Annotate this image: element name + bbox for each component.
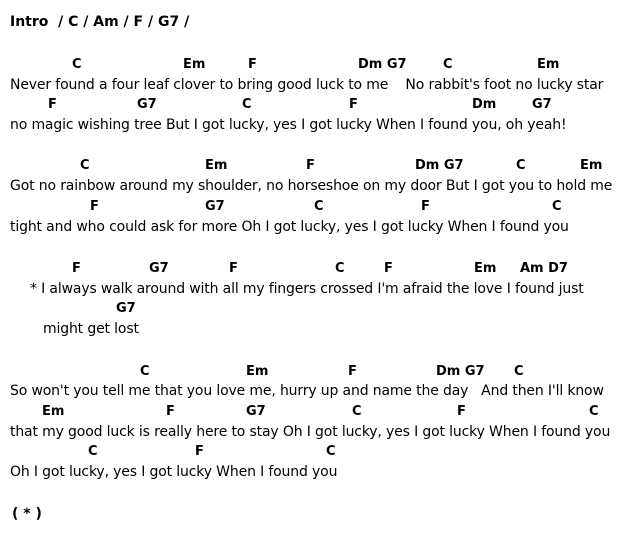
- chord-label: F: [457, 404, 466, 419]
- lyric-line: Never found a four leaf clover to bring good luck to me No rabbit's foot no lucky star: [10, 77, 604, 93]
- chord-label: C: [516, 158, 526, 173]
- chord-label: Dm G7: [436, 364, 485, 379]
- chord-label: C: [72, 57, 82, 72]
- chord-label: F: [166, 404, 175, 419]
- lyric-line: Oh I got lucky, yes I got lucky When I found you: [10, 464, 338, 480]
- chord-label: Dm G7: [415, 158, 464, 173]
- lyric-line: might get lost: [43, 321, 139, 337]
- chord-label: C: [314, 199, 324, 214]
- chord-label: F: [348, 364, 357, 379]
- lyric-line: * I always walk around with all my fingers crossed I'm afraid the love I found just: [30, 281, 584, 297]
- chord-label: F: [48, 97, 57, 112]
- chord-label: C: [88, 444, 98, 459]
- lyric-line: that my good luck is really here to stay Oh I got lucky, yes I got lucky When I found you: [10, 424, 611, 440]
- chord-label: C: [589, 404, 599, 419]
- chord-label: Em: [205, 158, 228, 173]
- chord-label: Em: [42, 404, 65, 419]
- chord-label: F: [90, 199, 99, 214]
- chord-label: Em: [537, 57, 560, 72]
- chord-label: G7: [532, 97, 552, 112]
- chord-label: Dm: [472, 97, 497, 112]
- lyric-line: no magic wishing tree But I got lucky, yes I got lucky When I found you, oh yeah!: [10, 117, 567, 133]
- chord-label: Em: [474, 261, 497, 276]
- chord-label: Dm G7: [358, 57, 407, 72]
- lyric-line: So won't you tell me that you love me, hurry up and name the day And then I'll know: [10, 383, 604, 399]
- chord-label: F: [349, 97, 358, 112]
- chord-label: C: [80, 158, 90, 173]
- chord-label: G7: [137, 97, 157, 112]
- chord-label: C: [443, 57, 453, 72]
- chord-label: F: [248, 57, 257, 72]
- chord-label: F: [421, 199, 430, 214]
- chord-label: C: [335, 261, 345, 276]
- chord-label: Em: [183, 57, 206, 72]
- chord-label: C: [242, 97, 252, 112]
- intro-progression: Intro / C / Am / F / G7 /: [10, 14, 190, 30]
- chord-label: Em: [580, 158, 603, 173]
- chord-label: F: [195, 444, 204, 459]
- chord-label: Em: [246, 364, 269, 379]
- lyric-line: tight and who could ask for more Oh I got lucky, yes I got lucky When I found you: [10, 219, 569, 235]
- lyric-line: Got no rainbow around my shoulder, no horseshoe on my door But I got you to hold me: [10, 178, 613, 194]
- chord-label: G7: [246, 404, 266, 419]
- repeat-marker: ( * ): [12, 506, 42, 522]
- chord-label: G7: [205, 199, 225, 214]
- chord-label: Am D7: [520, 261, 568, 276]
- chord-label: F: [72, 261, 81, 276]
- chord-label: C: [326, 444, 336, 459]
- chord-label: C: [352, 404, 362, 419]
- chord-label: C: [552, 199, 562, 214]
- chord-label: C: [514, 364, 524, 379]
- chord-label: F: [229, 261, 238, 276]
- chord-label: C: [140, 364, 150, 379]
- chord-label: G7: [116, 301, 136, 316]
- chord-label: F: [384, 261, 393, 276]
- chord-label: G7: [149, 261, 169, 276]
- chord-label: F: [306, 158, 315, 173]
